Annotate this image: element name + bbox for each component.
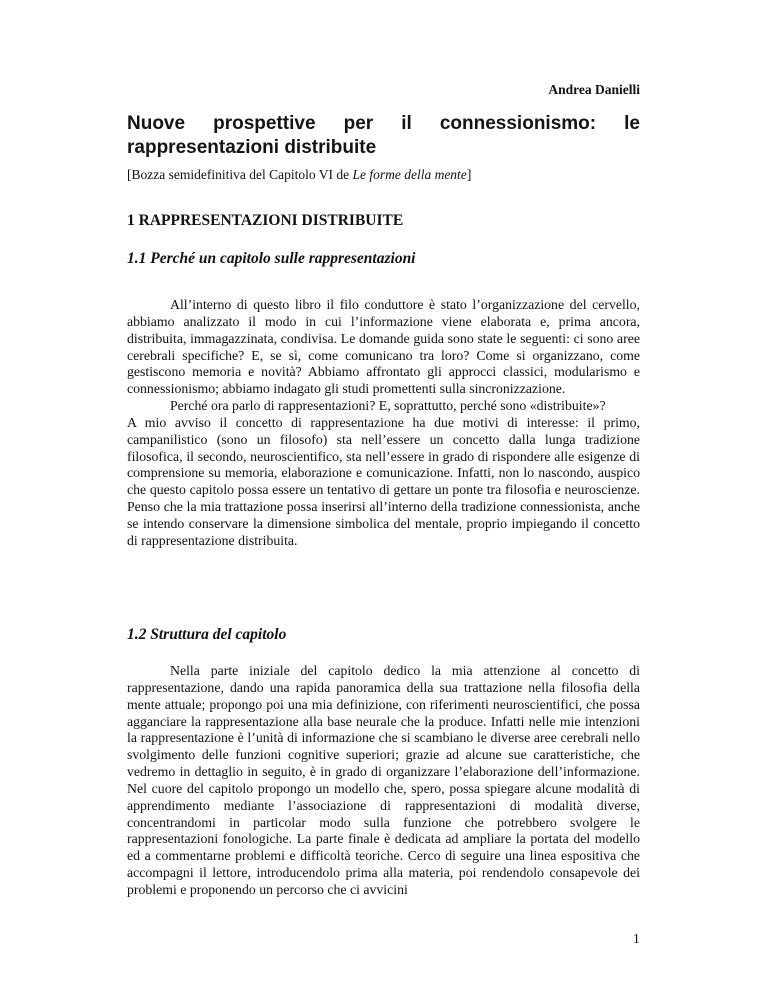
- section-1-heading: 1 RAPPRESENTAZIONI DISTRIBUITE: [127, 212, 404, 229]
- page-number: 1: [633, 931, 640, 946]
- subtitle-book-title: Le forme della mente: [352, 167, 467, 182]
- subsection-1-1-body: [127, 297, 640, 550]
- subtitle: [127, 167, 640, 183]
- subsection-1-2-heading: 1.2 Struttura del capitolo: [127, 626, 287, 643]
- subsection-1-2-body: [127, 663, 640, 899]
- document-title: Nuove prospettive per il connessionismo: le rappresentazioni distribuite: [127, 113, 640, 158]
- paragraph: All’interno di questo libro il filo conduttore è stato l’organizzazione del cervello, abbiamo analizzato il modo in cui l’informazione viene elaborata e, prima ancora, distribuita, immagazzinata, condivisa. Le domande guida sono state le seguenti: ci sono aree cerebrali specifiche? E, se sì, come comunicano tra loro? Come si organizzano, come gestiscono memoria e novità? Abbiamo affrontato gli approcci classici, modularismo e connessionismo; abbiamo indagato gli studi promettenti sulla sincronizzazione.: [127, 297, 640, 397]
- subsection-1-1-heading: 1.1 Perché un capitolo sulle rappresentazioni: [127, 250, 416, 267]
- author-name: Andrea Danielli: [548, 82, 640, 97]
- subtitle-suffix: ]: [466, 167, 472, 182]
- paragraph: A mio avviso il concetto di rappresentazione ha due motivi di interesse: il primo, campanilistico (sono un filosofo) sta nell’essere un concetto dalla lunga tradizione filosofica, il secondo, neuroscientifico, sta nell’essere in grado di rispondere alle esigenze di comprensione su memoria, elaborazione e comunicazione. Infatti, non lo nascondo, auspico che questo capitolo possa essere un tentativo di gettare un ponte tra filosofia e neuroscienze. Penso che la mia trattazione possa inserirsi all’interno della tradizione connessionista, anche se intendo conservare la dimensione simbolica del mentale, proprio impiegando il concetto di rappresentazione distribuita.: [127, 414, 640, 548]
- paragraph: Nella parte iniziale del capitolo dedico la mia attenzione al concetto di rappresentazione, dando una rapida panoramica della sua trattazione nella filosofia della mente attuale; propongo poi una mia definizione, con riferimenti neuroscientifici, che possa agganciare la rappresentazione alla base neurale che la produce. Infatti nelle mie intenzioni la rappresentazione è l’unità di informazione che si scambiano le diverse aree cerebrali nello svolgimento delle funzioni cognitive superiori; grazie ad alcune sue caratteristiche, che vedremo in dettaglio in seguito, è in grado di organizzare l’elaborazione dell’informazione. Nel cuore del capitolo propongo un modello che, spero, possa spiegare alcune modalità di apprendimento mediante l’associazione di rappresentazioni di modalità diverse, concentrandomi in particolar modo sulla funzione che potrebbero svolgere le rappresentazioni fonologiche. La parte finale è dedicata ad ampliare la portata del modello ed a commentarne problemi e difficoltà teoriche. Cerco di seguire una linea espositiva che accompagni il lettore, introducendolo prima alla materia, poi rendendolo consapevole dei problemi e proponendo un percorso che ci avvicini: [127, 663, 640, 897]
- paragraph: Perché ora parlo di rappresentazioni? E, soprattutto, perché sono «distribuite»?: [170, 398, 606, 414]
- subtitle-prefix: [Bozza semidefinitiva del Capitolo VI de: [127, 167, 353, 182]
